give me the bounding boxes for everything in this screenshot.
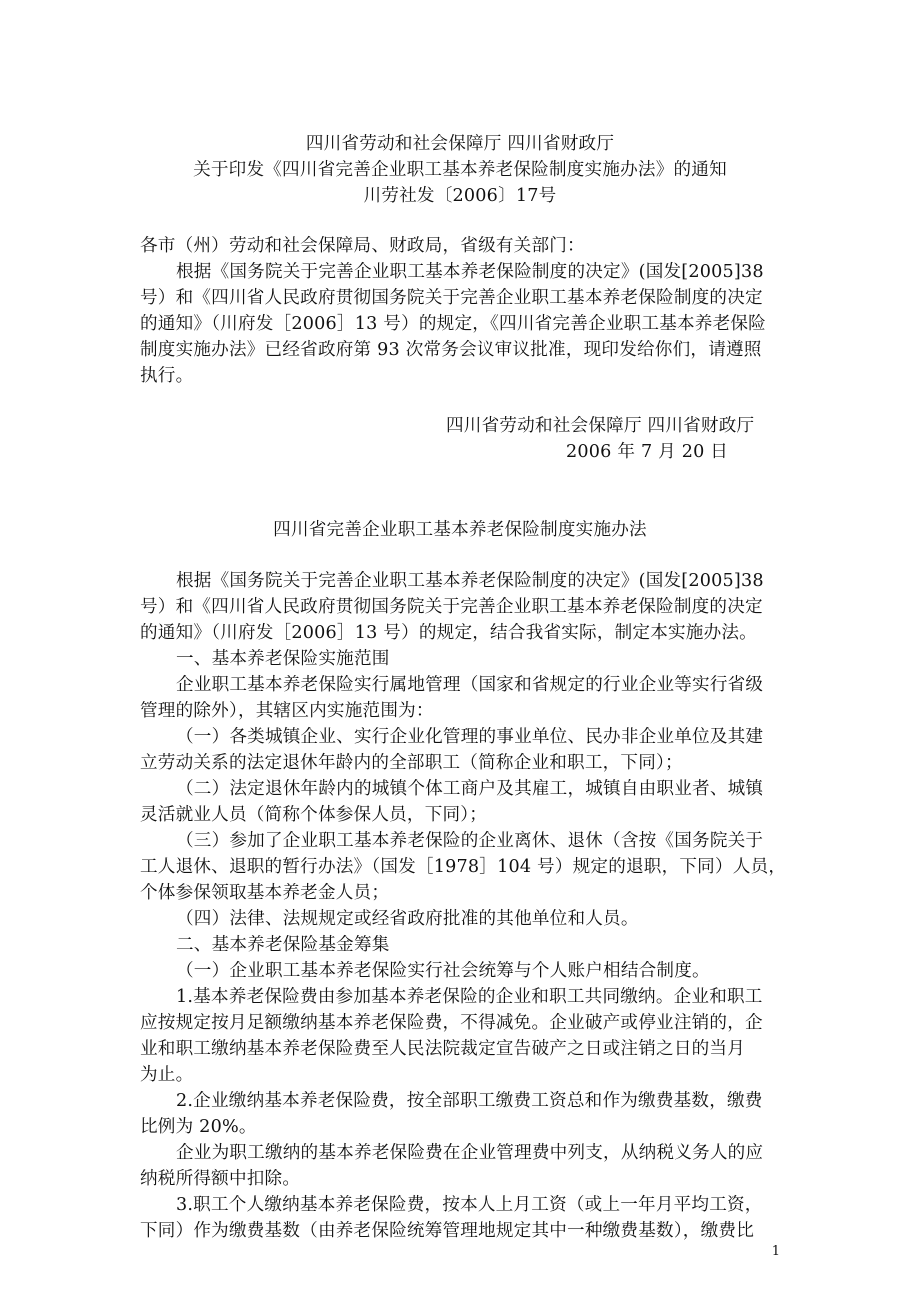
- measures-line: 应按规定按月足额缴纳基本养老保险费，不得减免。企业破产或停业注销的，企: [140, 1013, 763, 1033]
- measures-line: （一）企业职工基本养老保险实行社会统筹与个人账户相结合制度。: [176, 961, 710, 981]
- measures-line: 管理的除外），其辖区内实施范围为：: [140, 701, 434, 721]
- measures-line: 的通知》（川府发［2006］13 号）的规定，结合我省实际，制定本实施办法。: [140, 623, 757, 643]
- measures-line: （四）法律、法规规定或经省政府批准的其他单位和人员。: [176, 909, 639, 929]
- salutation: 各市（州）劳动和社会保障局、财政局，省级有关部门：: [140, 236, 585, 256]
- section-heading: 二、基本养老保险基金筹集: [176, 935, 390, 955]
- notice-body-line: 执行。: [140, 366, 194, 386]
- measures-line: 灵活就业人员（简称个体参保人员，下同）；: [140, 805, 488, 825]
- measures-line: 根据《国务院关于完善企业职工基本养老保险制度的决定》(国发[2005]38: [176, 571, 764, 591]
- notice-title: 关于印发《四川省完善企业职工基本养老保险制度实施办法》的通知: [193, 160, 727, 180]
- measures-title: 四川省完善企业职工基本养老保险制度实施办法: [273, 520, 647, 540]
- measures-line: 纳税所得额中扣除。: [140, 1169, 301, 1189]
- measures-line: 下同）作为缴费基数（由养老保险统筹管理地规定其中一种缴费基数），缴费比: [140, 1221, 754, 1241]
- measures-line: 1.基本养老保险费由参加基本养老保险的企业和职工共同缴纳。企业和职工: [176, 987, 763, 1007]
- measures-line: 立劳动关系的法定退休年龄内的全部职工（简称企业和职工，下同）；: [140, 753, 683, 773]
- issuer-heading: 四川省劳动和社会保障厅 四川省财政厅: [305, 134, 615, 154]
- notice-body-line: 号）和《四川省人民政府贯彻国务院关于完善企业职工基本养老保险制度的决定: [140, 288, 763, 308]
- measures-line: 比例为 20%。: [140, 1117, 257, 1137]
- measures-line: （一）各类城镇企业、实行企业化管理的事业单位、民办非企业单位及其建: [176, 727, 764, 747]
- section-heading: 一、基本养老保险实施范围: [176, 649, 390, 669]
- notice-body-line: 制度实施办法》已经省政府第 93 次常务会议审议批准，现印发给你们，请遵照: [140, 340, 762, 360]
- notice-body-line: 根据《国务院关于完善企业职工基本养老保险制度的决定》(国发[2005]38: [176, 262, 764, 282]
- measures-line: 业和职工缴纳基本养老保险费至人民法院裁定宣告破产之日或注销之日的当月: [140, 1039, 745, 1059]
- measures-line: 3.职工个人缴纳基本养老保险费，按本人上月工资（或上一年月平均工资，: [176, 1195, 763, 1215]
- measures-line: 工人退休、退职的暂行办法》（国发［1978］104 号）规定的退职，下同）人员，: [140, 857, 787, 877]
- measures-line: 为止。: [140, 1065, 194, 1085]
- notice-body-line: 的通知》（川府发［2006］13 号）的规定，《四川省完善企业职工基本养老保险: [140, 314, 766, 334]
- document-number: 川劳社发〔2006〕17号: [363, 186, 557, 206]
- page-number: 1: [771, 1244, 780, 1259]
- measures-line: 个体参保领取基本养老金人员；: [140, 883, 390, 903]
- measures-line: （二）法定退休年龄内的城镇个体工商户及其雇工，城镇自由职业者、城镇: [176, 779, 764, 799]
- measures-line: （三）参加了企业职工基本养老保险的企业离休、退休（含按《国务院关于: [176, 831, 764, 851]
- measures-line: 企业职工基本养老保险实行属地管理（国家和省规定的行业企业等实行省级: [176, 675, 764, 695]
- signature-date: 2006 年 7 月 20 日: [566, 442, 729, 462]
- measures-line: 号）和《四川省人民政府贯彻国务院关于完善企业职工基本养老保险制度的决定: [140, 597, 763, 617]
- measures-line: 企业为职工缴纳的基本养老保险费在企业管理费中列支，从纳税义务人的应: [176, 1143, 764, 1163]
- signature: 四川省劳动和社会保障厅 四川省财政厅: [446, 416, 755, 436]
- measures-line: 2.企业缴纳基本养老保险费，按全部职工缴费工资总和作为缴费基数，缴费: [176, 1091, 763, 1111]
